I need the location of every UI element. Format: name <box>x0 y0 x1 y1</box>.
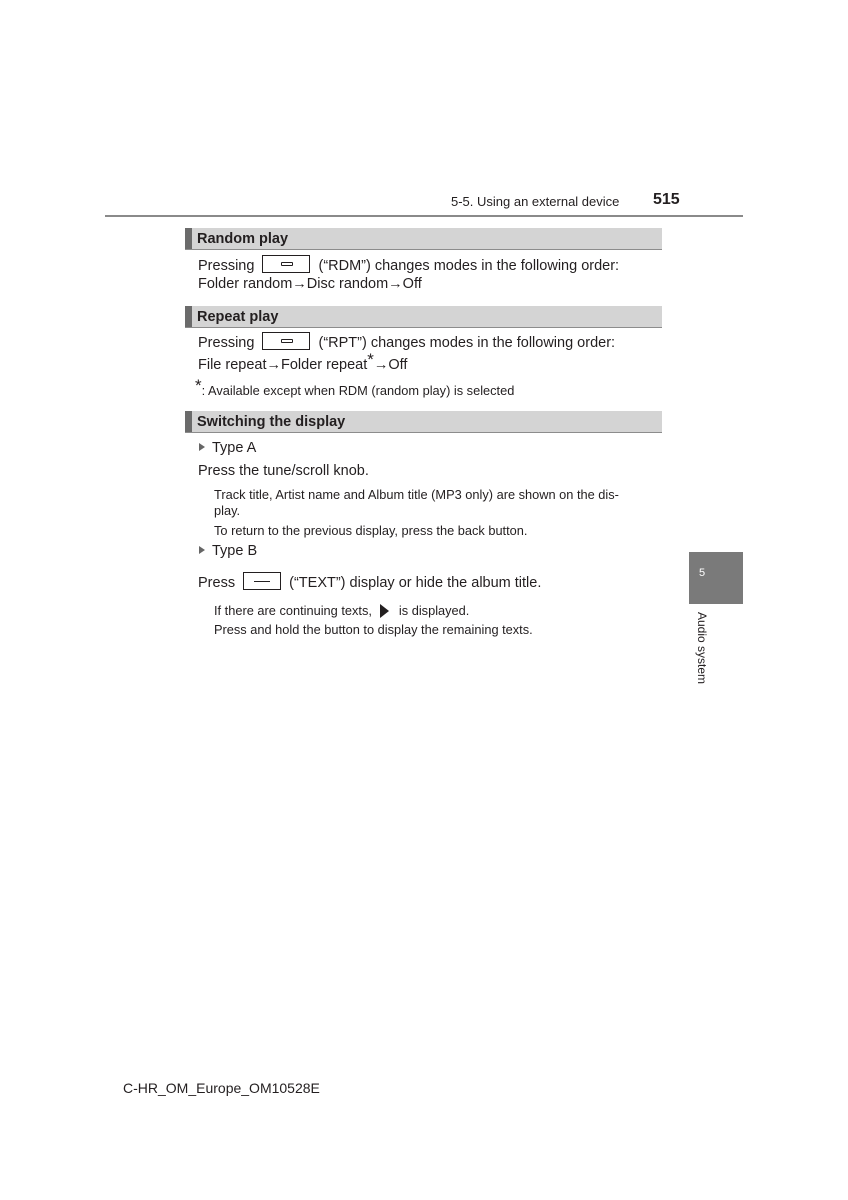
button-icon <box>262 332 310 350</box>
text: (“RPT”) changes modes in the following order: <box>318 334 616 351</box>
footnote-marker: * <box>195 376 202 395</box>
text: (“TEXT”) display or hide the album title. <box>289 574 542 591</box>
button-dash <box>254 581 270 582</box>
triangle-bullet-icon <box>199 443 205 451</box>
heading-bar <box>185 306 192 327</box>
page-number: 515 <box>653 191 680 208</box>
button-slot <box>281 262 293 266</box>
text: (“RDM”) changes modes in the following order: <box>318 257 620 274</box>
play-arrow-icon <box>380 604 389 618</box>
heading-bar <box>185 228 192 249</box>
chapter-number: 5 <box>699 567 706 579</box>
footer-code: C-HR_OM_Europe_OM10528E <box>123 1080 320 1096</box>
repeat-play-line1 <box>198 334 615 352</box>
type-a-note2: To return to the previous display, press the back button. <box>214 523 528 538</box>
button-icon <box>243 572 281 590</box>
section-heading-random-play <box>185 228 662 250</box>
repeat-play-footnote <box>195 376 515 398</box>
type-b-line <box>198 574 541 592</box>
heading-title: Repeat play <box>197 309 279 325</box>
type-a-note1a: Track title, Artist name and Album title (MP3 only) are shown on the dis- <box>214 487 619 502</box>
text: Type A <box>212 440 257 456</box>
type-b-note2: Press and hold the button to display the remaining texts. <box>214 622 533 637</box>
chapter-label: Audio system <box>695 612 709 685</box>
type-b-heading <box>199 543 257 559</box>
heading-title: Random play <box>197 231 289 247</box>
random-play-line1 <box>198 257 619 275</box>
text: Press <box>198 574 236 591</box>
text: : Available except when RDM (random play) is selected <box>201 383 515 398</box>
text: File repeat→Folder repeat <box>198 357 368 373</box>
heading-title: Switching the display <box>197 414 346 430</box>
type-a-note1b: play. <box>214 503 241 518</box>
random-play-line2: Folder random→Disc random→Off <box>198 276 422 292</box>
text: Pressing <box>198 334 255 351</box>
heading-bar <box>185 411 192 432</box>
type-a-heading <box>199 440 256 456</box>
button-slot <box>281 339 293 343</box>
triangle-bullet-icon <box>199 546 205 554</box>
text: Type B <box>212 543 258 559</box>
running-header: 5-5. Using an external device <box>451 194 620 209</box>
chapter-tab <box>689 552 743 604</box>
text: Pressing <box>198 257 255 274</box>
text: If there are continuing texts, <box>214 603 372 618</box>
button-icon <box>262 255 310 273</box>
footnote-marker: * <box>367 350 374 369</box>
type-a-line: Press the tune/scroll knob. <box>198 463 369 479</box>
section-heading-switching-display <box>185 411 662 433</box>
text: →Off <box>373 357 408 373</box>
text: is displayed. <box>398 603 470 618</box>
type-b-note1 <box>214 603 469 619</box>
header-divider <box>105 215 743 217</box>
section-heading-repeat-play <box>185 306 662 328</box>
repeat-play-line2 <box>198 350 408 373</box>
